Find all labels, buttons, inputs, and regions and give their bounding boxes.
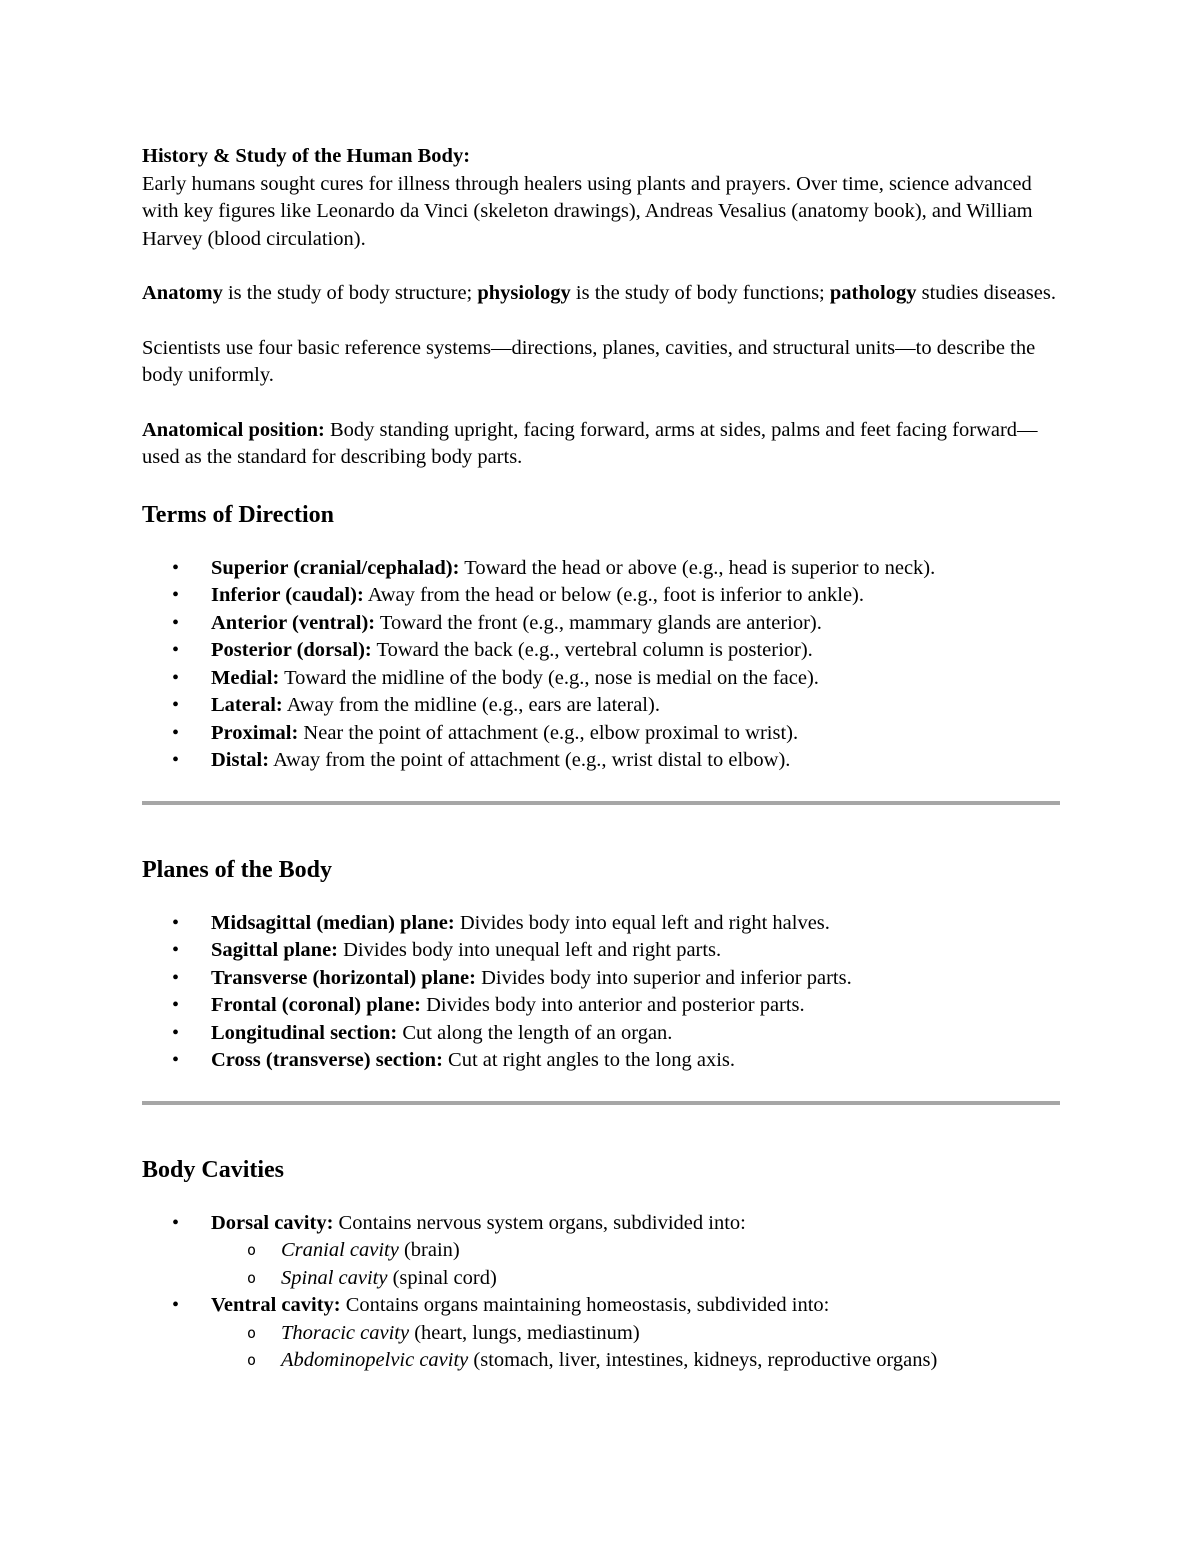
- list-item: [142, 992, 1060, 1020]
- physiology-term: physiology: [477, 282, 571, 304]
- bullet-icon: •: [172, 639, 180, 661]
- bullet-icon: •: [172, 694, 180, 716]
- definition: Cut along the length of an organ.: [397, 1021, 673, 1044]
- definition: Toward the front (e.g., mammary glands are anterior).: [375, 611, 822, 634]
- definition: Away from the point of attachment (e.g., wrist distal to elbow).: [269, 749, 791, 771]
- list-item: [142, 1210, 1060, 1293]
- document-page: [142, 143, 1060, 1375]
- cavities-heading: Body Cavities: [142, 1156, 285, 1183]
- definition: Near the point of attachment (e.g., elbow proximal to wrist).: [298, 721, 799, 744]
- physiology-definition: is the study of body functions;: [570, 282, 830, 304]
- list-item: [142, 720, 1060, 748]
- term: Transverse (horizontal) plane:: [211, 966, 476, 989]
- bullet-icon: •: [172, 721, 180, 744]
- definition: Away from the head or below (e.g., foot is inferior to ankle).: [363, 584, 864, 606]
- sub-list-item: [209, 1265, 1060, 1293]
- term: Ventral cavity:: [211, 1294, 341, 1316]
- circle-bullet-icon: o: [247, 1241, 257, 1259]
- sub-list-item: [209, 1347, 1060, 1375]
- cavities-list: [142, 1210, 1060, 1375]
- term: Longitudinal section:: [211, 1021, 398, 1044]
- bullet-icon: •: [172, 939, 180, 961]
- definition: Cut at right angles to the long axis.: [442, 1049, 735, 1071]
- anatomical-position-term: Anatomical position:: [142, 418, 325, 441]
- cavity-name: Abdominopelvic cavity: [281, 1349, 469, 1371]
- bullet-icon: •: [172, 1211, 180, 1234]
- term: Inferior (caudal):: [211, 584, 364, 606]
- planes-list: [142, 910, 1060, 1075]
- term: Proximal:: [211, 721, 299, 744]
- term: Anterior (ventral):: [211, 611, 376, 634]
- sub-list-item: [209, 1320, 1060, 1348]
- anatomy-definition: is the study of body structure;: [222, 282, 478, 304]
- reference-systems-paragraph: Scientists use four basic reference systems—directions, planes, cavities, and structural units—to describe the body uniformly.: [142, 336, 1036, 386]
- sub-list-item: [209, 1237, 1060, 1265]
- definition: Divides body into equal left and right halves.: [454, 911, 830, 934]
- list-item: [142, 1292, 1060, 1375]
- term: Posterior (dorsal):: [211, 639, 372, 661]
- definition: Toward the midline of the body (e.g., nose is medial on the face).: [279, 666, 819, 689]
- direction-list: [142, 555, 1060, 775]
- definition: Toward the head or above (e.g., head is superior to neck).: [459, 556, 936, 579]
- cavity-name: Cranial cavity: [281, 1239, 399, 1261]
- planes-heading: Planes of the Body: [142, 856, 333, 883]
- anatomy-term: Anatomy: [142, 282, 223, 304]
- cavity-detail: (brain): [398, 1239, 460, 1261]
- term: Cross (transverse) section:: [211, 1049, 443, 1071]
- definition: Divides body into superior and inferior parts.: [475, 966, 852, 989]
- cavity-detail: (stomach, liver, intestines, kidneys, reproductive organs): [468, 1349, 938, 1371]
- circle-bullet-icon: o: [247, 1268, 257, 1287]
- dorsal-sublist: [211, 1237, 1060, 1292]
- term: Medial:: [211, 666, 280, 689]
- bullet-icon: •: [172, 911, 180, 934]
- list-item: [142, 1047, 1060, 1075]
- bullet-icon: •: [172, 1021, 180, 1044]
- list-item: [142, 555, 1060, 583]
- list-item: [142, 692, 1060, 720]
- bullet-icon: •: [172, 1049, 180, 1071]
- term: Frontal (coronal) plane:: [211, 994, 421, 1016]
- term: Superior (cranial/cephalad):: [211, 556, 460, 579]
- ventral-sublist: [211, 1320, 1060, 1375]
- list-item: [142, 637, 1060, 665]
- bullet-icon: •: [172, 1294, 180, 1316]
- intro-heading: History & Study of the Human Body:: [142, 145, 471, 167]
- circle-bullet-icon: o: [247, 1351, 257, 1369]
- bullet-icon: •: [172, 666, 180, 689]
- definition: Contains nervous system organs, subdivided into:: [333, 1211, 746, 1234]
- list-item: [142, 965, 1060, 993]
- definition: Divides body into unequal left and right parts.: [338, 939, 722, 961]
- list-item: [142, 747, 1060, 775]
- anatomical-position-paragraph: [142, 417, 1060, 472]
- bullet-icon: •: [172, 611, 180, 634]
- cavity-detail: (heart, lungs, mediastinum): [409, 1321, 640, 1344]
- term: Sagittal plane:: [211, 939, 338, 961]
- term: Midsagittal (median) plane:: [211, 911, 455, 934]
- list-item: [142, 937, 1060, 965]
- list-item: [142, 610, 1060, 638]
- pathology-definition: studies diseases.: [916, 282, 1056, 304]
- pathology-term: pathology: [829, 282, 917, 304]
- bullet-icon: •: [172, 994, 180, 1016]
- anatomical-position-definition: Body standing upright, facing forward, arms at sides, palms and feet facing forward—used as the standard for describing body parts.: [142, 418, 1038, 468]
- circle-bullet-icon: o: [247, 1323, 257, 1342]
- definition: Contains organs maintaining homeostasis, subdivided into:: [340, 1294, 830, 1316]
- cavity-name: Spinal cavity: [281, 1266, 388, 1289]
- cavity-detail: (spinal cord): [387, 1266, 497, 1289]
- term: Distal:: [211, 749, 270, 771]
- definition: Toward the back (e.g., vertebral column is posterior).: [371, 639, 813, 661]
- definitions-paragraph: [142, 280, 1060, 308]
- list-item: [142, 910, 1060, 938]
- bullet-icon: •: [172, 556, 180, 579]
- list-item: [142, 665, 1060, 693]
- list-item: [142, 582, 1060, 610]
- history-paragraph: Early humans sought cures for illness through healers using plants and prayers. Over time, science advanced with key figures like Leonardo da Vinci (skeleton drawings), Andreas Vesalius (anatomy book), and William Harvey (blood circulation).: [142, 172, 1033, 250]
- definition: Away from the midline (e.g., ears are lateral).: [282, 694, 660, 716]
- term: Lateral:: [211, 694, 283, 716]
- definition: Divides body into anterior and posterior parts.: [420, 994, 805, 1016]
- cavity-name: Thoracic cavity: [281, 1321, 410, 1344]
- bullet-icon: •: [172, 584, 180, 606]
- bullet-icon: •: [172, 749, 180, 771]
- term: Dorsal cavity:: [211, 1211, 334, 1234]
- bullet-icon: •: [172, 966, 180, 989]
- direction-heading: Terms of Direction: [142, 501, 334, 528]
- list-item: [142, 1020, 1060, 1048]
